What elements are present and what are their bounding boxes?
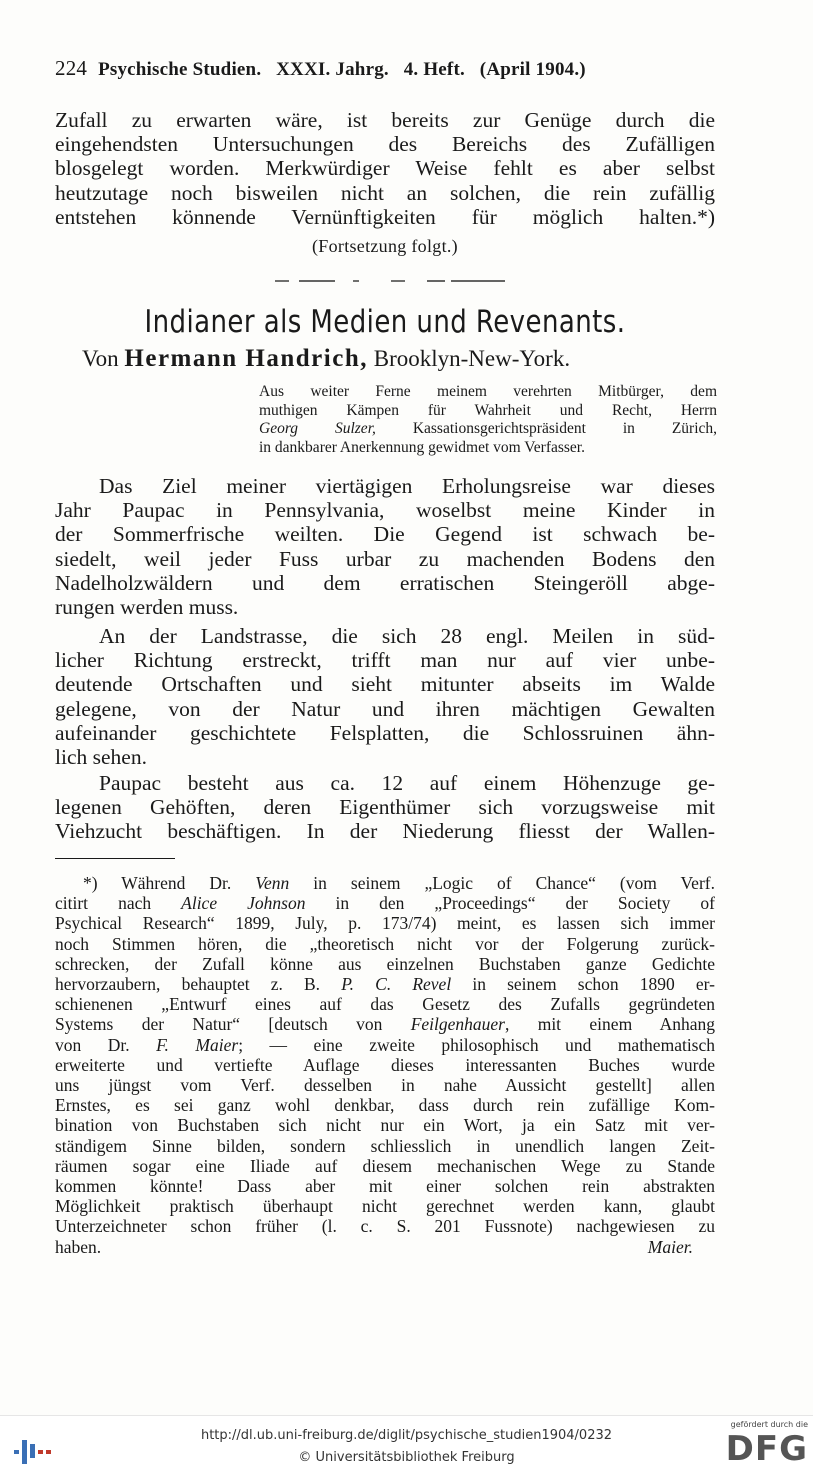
dedication-line: Aus weiter Ferne meinem verehrten Mitbürger, dem	[259, 383, 717, 400]
footnote-line: räumen sogar eine Iliade auf diesem mechanischen Wege zu Stande	[55, 1155, 715, 1176]
dfg-tagline: gefördert durch die	[730, 1420, 808, 1429]
footnote-line: uns jüngst vom Verf. desselben in nahe Aussicht gestellt] allen	[55, 1075, 715, 1096]
footnote-rule	[55, 858, 175, 859]
text-line: gelegene, von der Natur und ihren mächtigen Gewalten	[55, 696, 715, 721]
text-line: deutende Ortschaften und sieht mitunter abseits im Walde	[55, 672, 715, 697]
footnote-line: Psychical Research“ 1899, July, p. 173/74) meint, es lassen sich immer	[55, 913, 715, 934]
text-line: blosgelegt worden. Merkwürdiger Weise fehlt es aber selbst	[55, 156, 715, 181]
dedication	[259, 383, 717, 458]
footnote-line: *) Während Dr. Venn in seinem „Logic of Chance“ (vom Verf.	[83, 873, 715, 893]
volume: XXXI. Jahrg.	[276, 59, 389, 80]
dfg-logo-icon	[716, 1420, 808, 1470]
author-name: Hermann Handrich,	[124, 345, 368, 372]
continuation-note: (Fortsetzung folgt.)	[312, 236, 458, 256]
dedication-line: muthigen Kämpen für Wahrheit und Recht, Herrn	[259, 401, 717, 419]
text-line: Zufall zu erwarten wäre, ist bereits zur Genüge durch die	[55, 108, 715, 132]
article-title: Indianer als Medien und Revenants.	[144, 304, 626, 340]
text-line: eingehendsten Untersuchungen des Bereichs des Zufälligen	[55, 132, 715, 157]
footnote-line: Möglichkeit praktisch überhaupt nicht gerechnet werden kann, glaubt	[55, 1196, 715, 1217]
issue: 4. Heft.	[403, 59, 465, 80]
text-line: An der Landstrasse, die sich 28 engl. Meilen in süd-	[99, 624, 715, 648]
footnote	[55, 873, 715, 1257]
dedication-line: Georg Sulzer, Kassationsgerichtspräsident in Zürich,	[259, 420, 718, 438]
text-line: aufeinander geschichtete Felsplatten, die Schlossruinen ähn-	[55, 720, 715, 745]
dfg-wordmark: DFG	[725, 1429, 808, 1469]
footnote-line: Ernstes, es sei ganz wohl denkbar, dass durch rein zufällige Kom-	[55, 1095, 715, 1116]
author-location: Brooklyn-New-York.	[373, 346, 571, 371]
footnote-line: Systems der Natur“ [deutsch von Feilgenhauer, mit einem Anhang	[55, 1014, 715, 1035]
byline	[82, 345, 570, 373]
footnote-line: haben. Maier.	[55, 1236, 693, 1257]
journal-title: Psychische Studien.	[98, 59, 262, 80]
document-url[interactable]: http://dl.ub.uni-freiburg.de/diglit/psychische_studien1904/0232	[200, 1428, 613, 1443]
text-line: heutzutage noch bisweilen nicht an solchen, die rein zufällig	[55, 180, 715, 205]
footnote-line: citirt nach Alice Johnson in den „Proceedings“ der Society of	[55, 893, 715, 914]
text-line: entstehen könnende Vernünftigkeiten für möglich halten.*)	[55, 204, 715, 229]
footnote-line: hervorzaubern, behauptet z. B. P. C. Revel in seinem schon 1890 er-	[55, 974, 715, 995]
body-paragraph-3	[55, 771, 715, 844]
dedicatee-name: Georg Sulzer,	[259, 420, 376, 438]
viewer-footer	[0, 1415, 813, 1474]
copyright-notice: © Universitätsbibliothek Freiburg	[298, 1450, 515, 1465]
text-line: der Sommerfrische weilten. Die Gegend ist schwach be-	[55, 522, 715, 547]
byline-prefix: Von	[82, 346, 119, 371]
body-paragraph-2	[55, 624, 715, 769]
issue-date: (April 1904.)	[479, 59, 586, 80]
text-line: lich sehen.	[55, 745, 147, 770]
footnote-line: von Dr. F. Maier; — eine zweite philosophisch und mathematisch	[55, 1034, 716, 1055]
text-line: siedelt, weil jeder Fuss urbar zu machenden Bodens den	[55, 546, 715, 571]
page-number: 224	[55, 56, 88, 80]
footnote-line: schienenen „Entwurf eines auf das Gesetz des Zufalls gegründeten	[55, 994, 715, 1015]
body-paragraph-1	[55, 474, 715, 619]
text-line: Das Ziel meiner viertägigen Erholungsreise war dieses	[99, 474, 715, 498]
footnote-line: Unterzeichneter schon früher (l. c. S. 201 Fussnote) nachgewiesen zu	[55, 1216, 715, 1237]
dedication-line: in dankbarer Anerkennung gewidmet vom Verfasser.	[259, 439, 585, 457]
continued-paragraph	[55, 108, 715, 229]
footnote-line: erweiterte und vertiefte Auflage dieses interessanten Buches wurde	[55, 1054, 715, 1075]
footnote-line: schrecken, der Zufall könne aus einzelnen Buchstaben ganze Gedichte	[55, 953, 715, 974]
footnote-line: noch Stimmen hören, die „theoretisch nicht vor der Folgerung zurück-	[55, 933, 715, 954]
text-line: licher Richtung erstreckt, trifft man nur auf vier unbe-	[55, 648, 715, 673]
footnote-line: kommen könnte! Dass aber mit einer solchen rein abstrakten	[55, 1176, 715, 1197]
text-line: rungen werden muss.	[55, 595, 239, 620]
text-line: Nadelholzwäldern und dem erratischen Steingeröll abge-	[55, 570, 715, 595]
section-separator	[275, 280, 505, 282]
footnote-line: ständigem Sinne bilden, sondern schliesslich in unendlich langen Zeit-	[55, 1135, 715, 1156]
footnote-line: bination von Buchstaben sich nicht nur ein Wort, ja ein Satz mit ver-	[55, 1115, 715, 1136]
running-header	[55, 56, 695, 81]
text-line: Paupac besteht aus ca. 12 auf einem Höhenzuge ge-	[99, 771, 715, 795]
footnote-signature: Maier.	[647, 1236, 693, 1257]
text-line: legenen Gehöften, deren Eigenthümer sich vorzugsweise mit	[55, 795, 715, 820]
text-line: Jahr Paupac in Pennsylvania, woselbst meine Kinder in	[55, 498, 715, 523]
text-line: Viehzucht beschäftigen. In der Niederung fliesst der Wallen-	[55, 819, 715, 844]
